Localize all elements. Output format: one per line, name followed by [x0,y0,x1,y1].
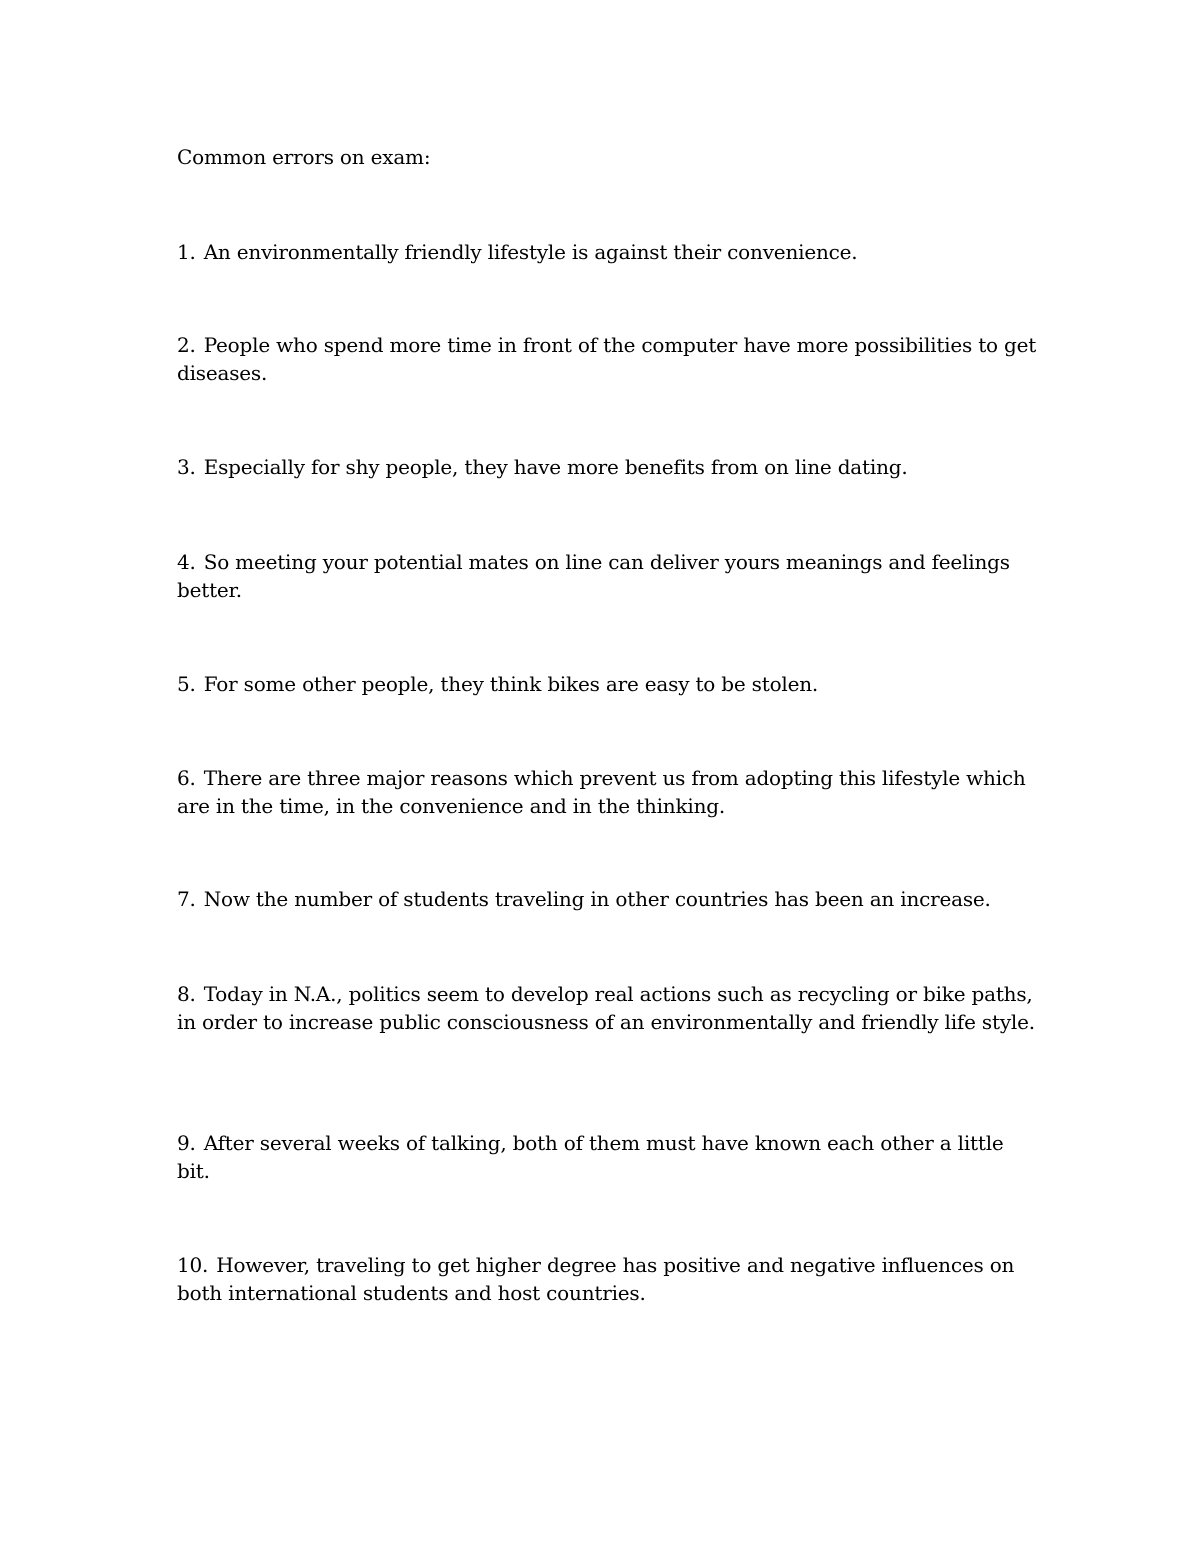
item-number: 4. [177,550,196,574]
page-title: Common errors on exam: [177,145,431,169]
item-text: People who spend more time in front of the computer have more possibilities to get diseases. [177,333,1037,385]
item-text: An environmentally friendly lifestyle is against their convenience. [203,240,858,264]
list-item [177,885,1037,913]
list-item [177,670,1037,698]
list-item [177,238,1037,266]
item-number: 3. [177,455,196,479]
item-text: After several weeks of talking, both of them must have known each other a little bit. [177,1131,1004,1183]
item-text: So meeting your potential mates on line can deliver yours meanings and feelings better. [177,550,1010,602]
list-item [177,1251,1037,1307]
list-item [177,548,1037,604]
item-text: For some other people, they think bikes are easy to be stolen. [203,672,819,696]
item-number: 8. [177,982,196,1006]
item-number: 7. [177,887,196,911]
item-number: 1. [177,240,196,264]
item-number: 6. [177,766,196,790]
item-number: 10. [177,1253,209,1277]
item-text: Especially for shy people, they have more benefits from on line dating. [203,455,908,479]
list-item [177,764,1037,820]
list-item [177,1129,1037,1185]
item-number: 5. [177,672,196,696]
item-text: Today in N.A., politics seem to develop real actions such as recycling or bike paths, in order to increase public consciousness of an environmentally and friendly life style. [177,982,1035,1034]
item-number: 9. [177,1131,196,1155]
list-item [177,453,1037,481]
list-item [177,980,1037,1036]
list-item [177,331,1037,387]
item-text: However, traveling to get higher degree has positive and negative influences on both international students and host countries. [177,1253,1015,1305]
item-number: 2. [177,333,196,357]
item-text: Now the number of students traveling in other countries has been an increase. [203,887,991,911]
item-text: There are three major reasons which prevent us from adopting this lifestyle which are in the time, in the convenience and in the thinking. [177,766,1026,818]
